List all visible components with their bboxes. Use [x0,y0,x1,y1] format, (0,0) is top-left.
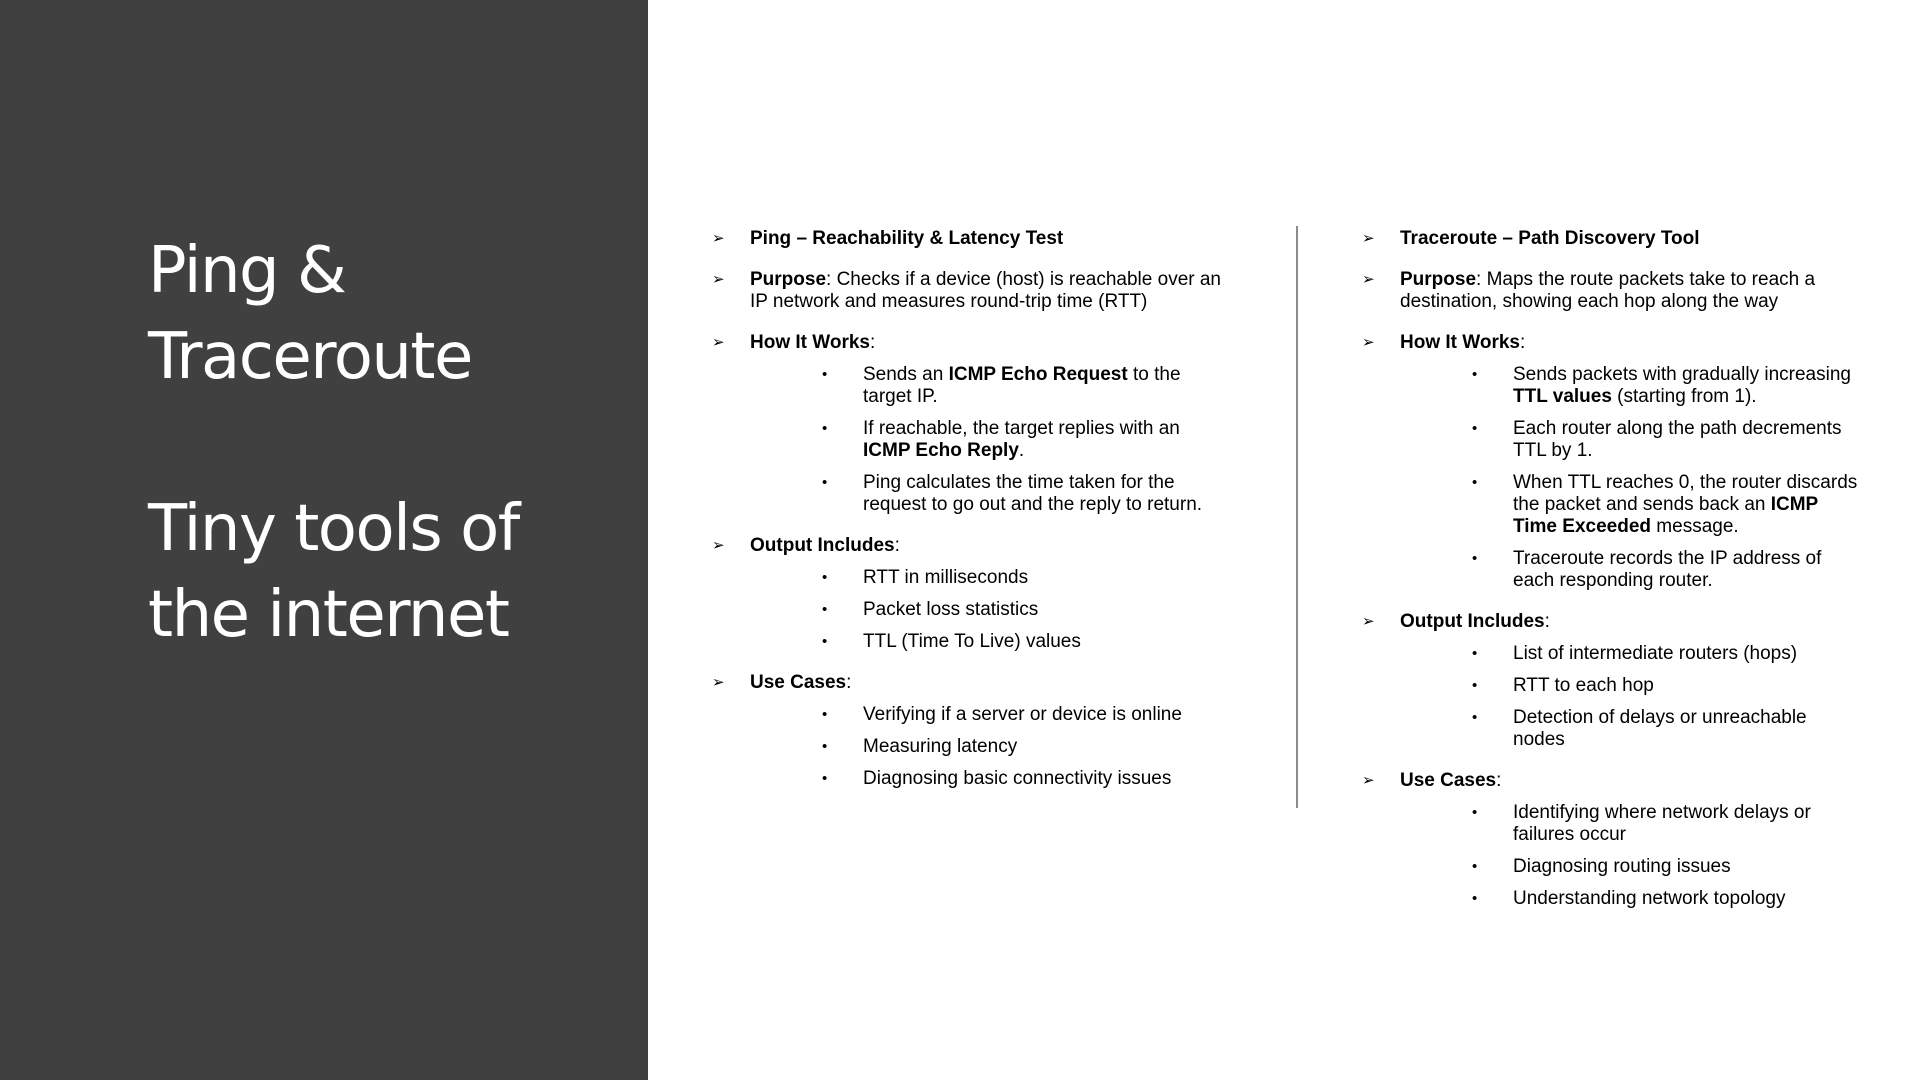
bullet-icon: • [1472,890,1478,907]
ping-use-item: ➢ Use Cases: • Verifying if a server or device is online • Measuring latency • Diagnosing basic connectivity issues [710,672,1230,790]
bullet-icon: • [822,633,828,650]
bullet-icon: • [822,420,828,437]
ping-output-item: ➢ Output Includes: • RTT in milliseconds • Packet loss statistics • TTL (Time To Live) values [710,535,1230,653]
title-line: Ping & [148,234,346,308]
purpose-text: : Maps the route packets take to reach a destination, showing each hop along the way [1400,269,1816,312]
ping-heading-item [710,228,1230,250]
output-label: Output Includes [1400,611,1545,632]
arrow-bullet-icon: ➢ [712,537,725,554]
traceroute-heading-item [1360,228,1860,250]
how-label: How It Works [1400,332,1520,353]
arrow-bullet-icon: ➢ [712,334,725,351]
bullet-icon: • [1472,645,1478,662]
list-item: • RTT to each hop [1472,675,1654,696]
subtitle-line: the internet [148,578,509,652]
bullet-icon: • [1472,858,1478,875]
purpose-label: Purpose [1400,269,1477,290]
list-item: • List of intermediate routers (hops) [1472,643,1798,664]
output-label: Output Includes [750,535,895,556]
list-item: • Verifying if a server or device is online [822,704,1182,725]
traceroute-heading: Traceroute – Path Discovery Tool [1400,228,1700,249]
list-item: • Packet loss statistics [822,599,1039,620]
list-item: • Understanding network topology [1472,888,1786,909]
bullet-icon: • [822,569,828,586]
list-item: • Detection of delays or unreachable nodes [1472,707,1807,750]
bullet-icon: • [822,738,828,755]
how-label: How It Works [750,332,870,353]
traceroute-purpose-item [1360,269,1860,313]
ping-heading: Ping – Reachability & Latency Test [750,228,1064,249]
list-item: • Identifying where network delays or failures occur [1472,802,1811,845]
bullet-icon: • [1472,550,1478,567]
arrow-bullet-icon: ➢ [1362,271,1375,288]
bullet-icon: • [822,366,828,383]
arrow-bullet-icon: ➢ [1362,613,1375,630]
arrow-bullet-icon: ➢ [712,230,725,247]
traceroute-column [1360,228,1860,929]
purpose-label: Purpose [750,269,827,290]
column-divider [1296,226,1298,808]
ping-how-list [750,364,1230,516]
arrow-bullet-icon: ➢ [1362,772,1375,789]
list-item: • When TTL reaches 0, the router discards the packet and sends back an ICMP Time Exceeded message. [1472,472,1858,537]
title-panel [0,0,648,1080]
traceroute-output-list [1400,643,1860,751]
bullet-icon: • [1472,804,1478,821]
list-item: • Ping calculates the time taken for the request to go out and the reply to return. [822,472,1203,515]
bullet-icon: • [822,706,828,723]
traceroute-how-item: ➢ How It Works: • Sends packets with gradually increasing TTL values (starting from 1). • Each router along the path decrements TTL by 1. • When TTL reaches 0, the router discards the packet and sends back an ICMP Time Exceeded message. • Traceroute records the IP address of each responding router. [1360,332,1860,592]
bullet-icon: • [1472,474,1478,491]
list-item: • Sends packets with gradually increasing TTL values (starting from 1). [1472,364,1851,407]
list-item: • Diagnosing routing issues [1472,856,1731,877]
bullet-icon: • [822,770,828,787]
list-item: • Diagnosing basic connectivity issues [822,768,1172,789]
ping-column [710,228,1230,809]
ping-output-list [750,567,1230,653]
use-label: Use Cases [1400,770,1497,791]
list-item: • TTL (Time To Live) values [822,631,1081,652]
bullet-icon: • [822,601,828,618]
arrow-bullet-icon: ➢ [1362,334,1375,351]
arrow-bullet-icon: ➢ [712,674,725,691]
list-item: • Sends an ICMP Echo Request to the target IP. [822,364,1181,407]
ping-use-list [750,704,1230,790]
traceroute-use-item: ➢ Use Cases: • Identifying where network delays or failures occur • Diagnosing routing issues • Understanding network topology [1360,770,1860,910]
ping-how-item: ➢ How It Works: • Sends an ICMP Echo Request to the target IP. • If reachable, the target replies with an ICMP Echo Reply. • Ping calculates the time taken for the request to go out and the reply to return. [710,332,1230,516]
list-item: • Measuring latency [822,736,1018,757]
use-label: Use Cases [750,672,847,693]
purpose-text: : Checks if a device (host) is reachable over an IP network and measures round-trip time (RTT) [750,269,1221,312]
arrow-bullet-icon: ➢ [712,271,725,288]
bullet-icon: • [1472,677,1478,694]
arrow-bullet-icon: ➢ [1362,230,1375,247]
list-item: • Traceroute records the IP address of each responding router. [1472,548,1822,591]
bullet-icon: • [1472,420,1478,437]
subtitle-line: Tiny tools of [148,492,519,566]
bullet-icon: • [1472,709,1478,726]
bullet-icon: • [822,474,828,491]
traceroute-output-item: ➢ Output Includes: • List of intermediate routers (hops) • RTT to each hop • Detection of delays or unreachable nodes [1360,611,1860,751]
ping-purpose-item [710,269,1230,313]
bullet-icon: • [1472,366,1478,383]
list-item: • Each router along the path decrements TTL by 1. [1472,418,1842,461]
list-item: • If reachable, the target replies with an ICMP Echo Reply. [822,418,1180,461]
slide-title [148,228,588,658]
list-item: • RTT in milliseconds [822,567,1029,588]
traceroute-how-list [1400,364,1860,592]
traceroute-use-list [1400,802,1860,910]
title-line: Traceroute [148,320,472,394]
